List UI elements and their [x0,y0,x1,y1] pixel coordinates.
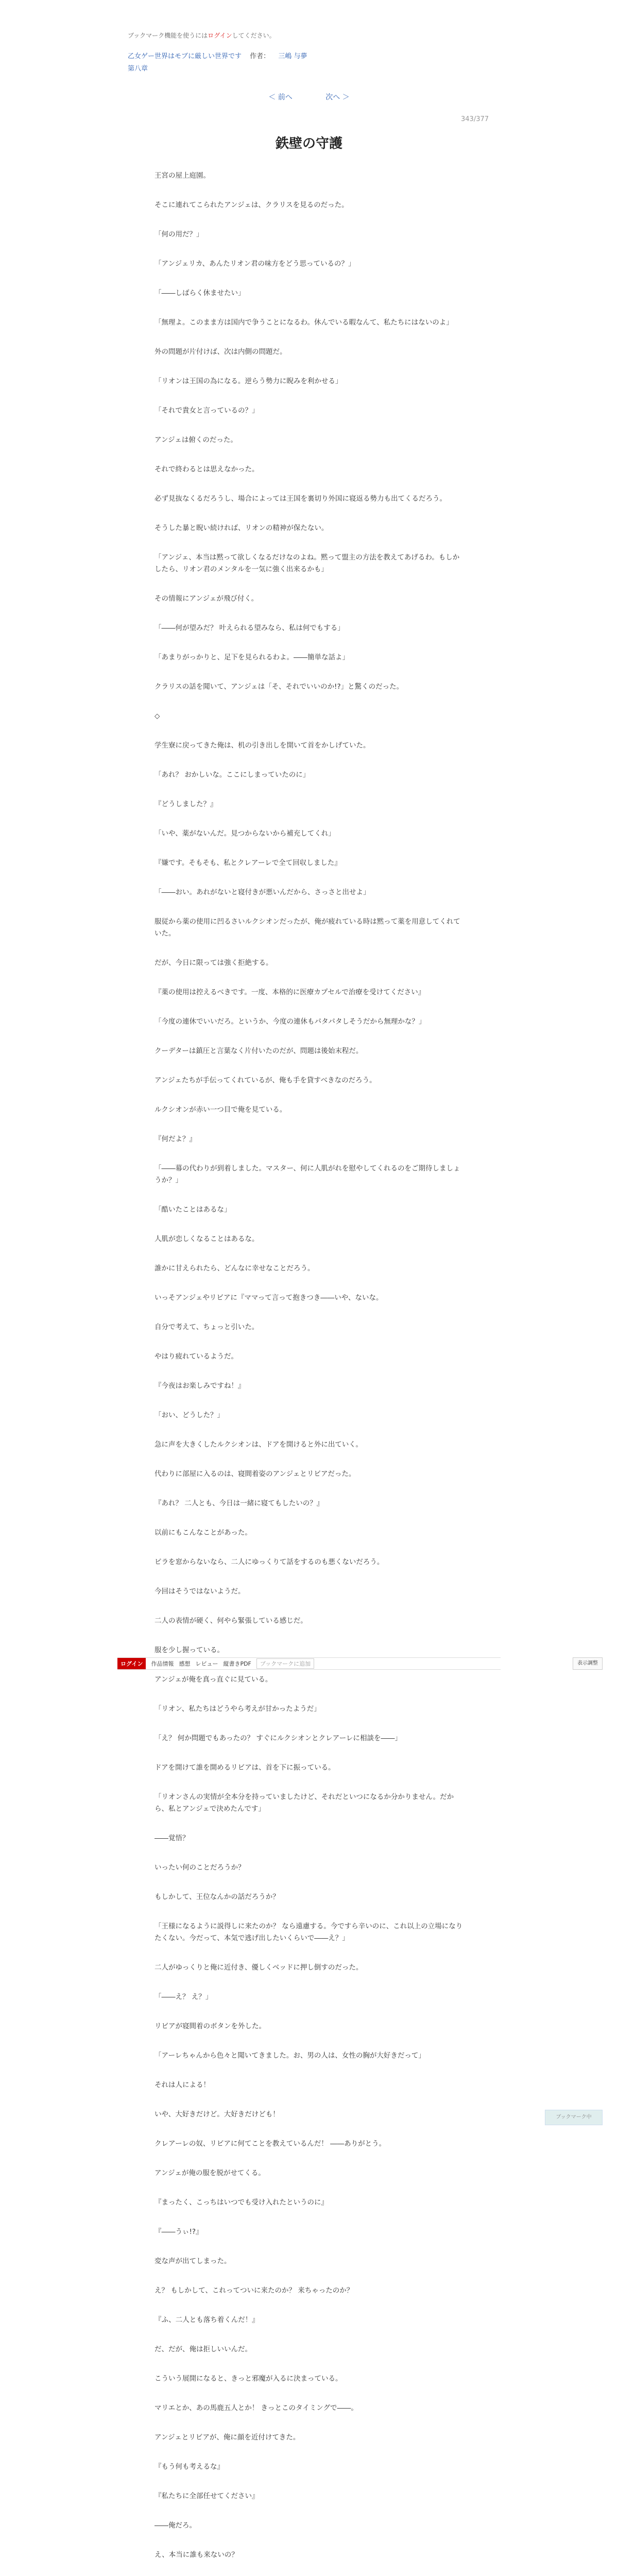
body-paragraph: 「リオン、私たちはどうやら考えが甘かったようだ」 [154,1705,321,1713]
body-paragraph: 『もう何も考えるな』 [154,2463,224,2471]
body-paragraph: 「酷いたことはあるな」 [154,1206,231,1214]
body-paragraph: 『ふ、二人とも落ち着くんだ！』 [154,2316,259,2324]
body-paragraph: 「あれ？ おかしいな。ここにしまっていたのに」 [154,771,310,779]
toolbar-pdf-link[interactable]: 縦書きPDF [223,1660,251,1667]
body-paragraph: アンジェたちが手伝ってくれているが、俺も手を貸すべきなのだろう。 [154,1076,376,1084]
body-paragraph: ビラを窓からないなら、二人にゆっくりて話をするのも悪くないだろう。 [154,1558,384,1566]
body-paragraph: 『薬の使用は控えるべきです。一度、本格的に医療カプセルで治療を受けてください』 [154,988,425,996]
body-paragraph: だが、今日に限っては強く拒絶する。 [154,959,273,967]
body-paragraph: いっそアンジェやリビアに『ママって言って抱きつき――いや、ないな。 [154,1294,383,1302]
series-title-link[interactable]: 乙女ゲー世界はモブに厳しい世界です [128,53,242,60]
body-paragraph: ルクシオンが赤い一つ目で俺を見ている。 [154,1106,287,1114]
body-paragraph: 「あまりがっかりと、足下を見られるわよ。――簡単な話よ」 [154,653,349,662]
pager [0,92,618,102]
body-paragraph: 服を少し握っている。 [154,1646,224,1654]
body-paragraph: 「アーレちゃんから色々と聞いてきました。お、男の人は、女性の胸が大好きだって」 [154,2052,425,2060]
body-paragraph: 「何の用だ？」 [154,230,203,239]
body-paragraph: 「いや、薬がないんだ。見つからないから補充してくれ」 [154,829,335,838]
author-link[interactable]: 三嶋 与夢 [278,53,307,60]
body-paragraph: 誰かに甘えられたら、どんなに幸せなことだろう。 [154,1264,315,1273]
body-paragraph: 今回はそうではないようだ。 [154,1587,245,1596]
toolbar-info-link[interactable]: 作品情報 [151,1660,174,1667]
body-paragraph: 「アンジェ、本当は黙って欲しくなるだけなのよね。黙って盟主の方法を教えてあげるわ。もしかしたら、リオン君のメンタルを一気に強く出来るかも」 [154,553,460,573]
body-paragraph: 「リオンさんの実情が全本分を持っていましたけど、それだといつになるか分かりません。だから、私とアンジェで決めたんです」 [154,1793,454,1813]
next-link[interactable]: 次へ ＞ [325,93,350,101]
toolbar-review-link[interactable]: レビュー [195,1660,218,1667]
body-paragraph: もしかして、王位なんかの話だろうか？ [154,1893,280,1901]
body-paragraph: リビアが寝間着のボタンを外した。 [154,2022,266,2030]
body-paragraph: 『どうしました？』 [154,800,217,808]
body-paragraph: ドアを開けて誰を開めるリビアは、首を下に振っている。 [154,1764,335,1772]
login-link[interactable]: ログイン [208,32,232,39]
body-paragraph: 二人の表情が硬く、何やら緊張している感じだ。 [154,1617,307,1625]
body-paragraph: 『私たちに全部任せてください』 [154,2492,259,2500]
body-paragraph: 「――何が望みだ？ 叶えられる望みなら、私は何でもする」 [154,624,345,632]
bookmark-side-button[interactable]: ブックマーク中 [545,2110,603,2125]
body-paragraph: アンジェが俺の服を脱がせてくる。 [154,2169,265,2177]
body-paragraph: いや、大好きだけど。大好きだけども！ [154,2110,280,2119]
body-paragraph: ◇ [154,712,160,720]
body-paragraph: 『嫌です。そもそも、私とクレアーレで全て回収しました』 [154,859,341,867]
body-paragraph: マリエとか、あの馬鹿五人とか！ きっとこのタイミングで――。 [154,2404,358,2412]
body-paragraph: ――覚悟？ [154,1834,190,1842]
body-paragraph: 人肌が恋しくなることはあるな。 [154,1235,259,1243]
body-paragraph: 二人がゆっくりと俺に近付き、優しくベッドに押し倒すのだった。 [154,1963,363,1972]
body-paragraph: 『あれ？ 二人とも、今日は一緒に寝てもしたいの？』 [154,1499,324,1507]
body-paragraph: クレアーレの奴、リビアに何てことを教えているんだ！ ――ありがとう。 [154,2140,386,2148]
body-paragraph: 自分で考えて、ちょっと引いた。 [154,1323,259,1331]
body-paragraph: 「今度の連休でいいだろ。というか、今度の連休もパタパタしそうだから無理かな？」 [154,1018,426,1026]
body-paragraph: 「え？ 何か問題でもあったの？ すぐにルクシオンとクレアーレに相談を――」 [154,1734,402,1742]
body-paragraph: その情報にアンジェが飛び付く。 [154,595,259,603]
reader-toolbar [117,1657,501,1670]
body-paragraph: ――俺だろ。 [154,2521,196,2530]
body-paragraph: そこに連れてこられたアンジェは、クラリスを見るのだった。 [154,201,349,209]
body-paragraph: 『まったく、こっちはいつでも受け入れたというのに』 [154,2198,328,2207]
chapter-title: 鉄壁の守護 [275,136,342,151]
body-paragraph: クーデターは鎮圧と言葉なく片付いたのだが、問題は後始末程だ。 [154,1047,363,1055]
page-number: 343/377 [461,115,489,123]
body-paragraph: 「リオンは王国の為になる。逆らう勢力に睨みを利かせる」 [154,377,342,385]
body-paragraph: アンジェとリビアが、俺に顔を近付けてきた。 [154,2433,300,2442]
chapter-body [154,170,464,2576]
body-paragraph: 「王様になるように説得しに来たのか？ なら遠慮する。今ですら辛いのに、これ以上の立場になりたくない。今だって、本気で逃げ出したいくらいで――え？」 [154,1922,463,1942]
body-paragraph: 「無理よ。このまま方は国内で争うことになるわ。休んでいる暇なんて、私たちにはないのよ」 [154,318,453,327]
body-paragraph: 「おい、どうした？」 [154,1411,224,1419]
body-paragraph: え？ もしかして、これってついに来たのか？ 来ちゃったのか？ [154,2286,354,2295]
volume-name: 第八章 [128,65,148,73]
toolbar-impression-link[interactable]: 感想 [179,1660,191,1667]
body-paragraph: やはり疲れているようだ。 [154,1352,238,1361]
body-paragraph: 急に声を大きくしたルクシオンは、ドアを開けると外に出ていく。 [154,1440,363,1449]
login-notice: ブックマーク機能を使うにはログインしてください。 [128,32,276,39]
body-paragraph: 『何だよ？』 [154,1135,196,1143]
body-paragraph: 「それで貴女と言っているの？」 [154,406,259,415]
author-label: 作者： [250,53,270,60]
body-paragraph: それは人による！ [154,2081,210,2089]
body-paragraph: 「――幕の代わりが到着しました。マスター、何に人肌がれを慰やしてくれるのをご期待しましょうか？」 [154,1164,460,1184]
body-paragraph: 『今夜はお楽しみですね！』 [154,1382,245,1390]
body-paragraph: 「――しばらく休ませたい」 [154,289,245,297]
body-paragraph: だ、だが、俺は拒しいいんだ。 [154,2345,252,2353]
body-paragraph: そうした暴と睨い続ければ、リオンの精神が保たない。 [154,524,329,532]
body-paragraph: 代わりに部屋に入るのは、寝間着姿のアンジェとリビアだった。 [154,1470,356,1478]
body-paragraph: アンジェは俯くのだった。 [154,436,237,444]
display-settings-button[interactable]: 表示調整 [573,1657,603,1670]
body-paragraph: 『――うぃ!?』 [154,2228,203,2236]
body-paragraph: 「アンジェリカ、あんたリオン君の味方をどう思っているの？」 [154,260,355,268]
body-paragraph: 王宮の屋上庭園。 [154,172,210,180]
body-paragraph: 「――おい。あれがないと寝付きが悪いんだから、さっさと出せよ」 [154,888,370,896]
body-paragraph: クラリスの話を聞いて、アンジェは「そ、それでいいのか!?」と驚くのだった。 [154,683,404,691]
toolbar-login-button[interactable]: ログイン [117,1658,146,1669]
body-paragraph: 必ず見抜なくるだろうし、場合によっては王国を裏切り外国に寝返る勢力も出てくるだろう。 [154,495,447,503]
body-paragraph: それで終わるとは思えなかった。 [154,465,259,473]
prev-link[interactable]: ＜ 前へ [268,93,293,101]
body-paragraph: 外の問題が片付けば、次は内側の問題だ。 [154,348,287,356]
breadcrumb [128,50,313,60]
body-paragraph: 「――え？ え？」 [154,1993,213,2001]
body-paragraph: 以前にもこんなことがあった。 [154,1529,252,1537]
toolbar-bookmark-button[interactable]: ブックマークに追加 [256,1658,314,1669]
body-paragraph: いったい何のことだろうか？ [154,1863,245,1872]
body-paragraph: え、本当に誰も来ないの？ [154,2551,238,2559]
body-paragraph: こういう展開になると、きっと邪魔が入るに決まっている。 [154,2375,342,2383]
body-paragraph: アンジェが俺を真っ直ぐに見ている。 [154,1675,272,1684]
body-paragraph: 変な声が出てしまった。 [154,2257,231,2265]
body-paragraph: 服従から薬の使用に凹るさいルクシオンだったが、俺が疲れている時は黙って薬を用意してくれていた。 [154,918,460,938]
body-paragraph: 学生寮に戻ってきた俺は、机の引き出しを開いて首をかしげていた。 [154,741,370,750]
